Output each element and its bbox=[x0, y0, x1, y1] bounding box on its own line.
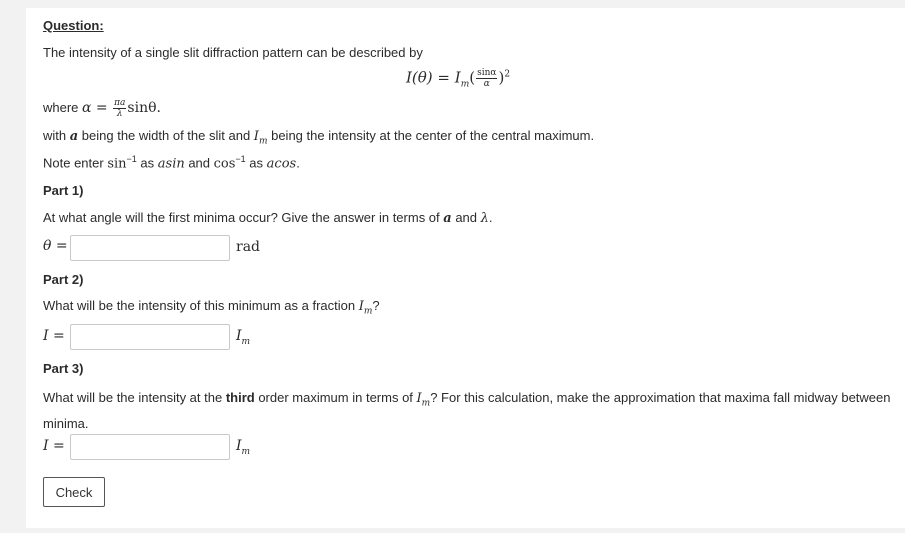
intensity-formula bbox=[406, 68, 510, 90]
part1-q-text-2: and bbox=[451, 210, 481, 225]
with-text-3: being the intensity at the center of the central maximum. bbox=[267, 128, 595, 143]
part3-q-text-3: ? For this calculation, make the approximation that maxima fall midway between minima. bbox=[43, 390, 891, 431]
note-cos: cos bbox=[213, 156, 236, 172]
note-acos: acos bbox=[266, 156, 297, 172]
part3-unit bbox=[236, 438, 250, 457]
with-text-1: with bbox=[43, 128, 70, 143]
formula-close-paren: ) bbox=[498, 68, 505, 87]
note-sin: sin bbox=[107, 156, 127, 172]
with-Im-sub: m bbox=[258, 136, 268, 147]
where-prefix: where bbox=[43, 99, 83, 115]
part2-q-Im-sub: m bbox=[363, 306, 373, 317]
part1-q-text-1: At what angle will the first minima occur? Give the answer in terms of bbox=[43, 210, 444, 225]
part3-unit-I: I bbox=[236, 438, 242, 454]
note-text-4: as bbox=[245, 155, 267, 171]
part3-unit-sub: m bbox=[241, 446, 251, 457]
question-card bbox=[26, 8, 905, 528]
note-sin-sup: −1 bbox=[126, 154, 137, 164]
part1-question bbox=[43, 210, 493, 226]
where-fraction bbox=[113, 98, 126, 119]
part2-label: I = bbox=[43, 328, 65, 344]
part1-unit: rad bbox=[236, 239, 261, 255]
part2-heading: Part 2) bbox=[43, 272, 84, 287]
formula-lhs-sub: m bbox=[460, 79, 470, 90]
question-heading: Question: bbox=[43, 18, 104, 33]
part1-answer-input[interactable] bbox=[70, 235, 230, 261]
note-cos-sup: −1 bbox=[235, 154, 246, 164]
where-alpha: α = bbox=[82, 99, 113, 116]
part2-question bbox=[43, 298, 380, 317]
part2-answer-input[interactable] bbox=[70, 324, 230, 350]
note-text-3: and bbox=[184, 155, 214, 171]
with-line bbox=[43, 128, 594, 147]
formula-frac-den: α bbox=[483, 79, 490, 89]
part1-heading: Part 1) bbox=[43, 183, 84, 198]
formula-open-paren: ( bbox=[469, 68, 476, 87]
where-frac-den: λ bbox=[116, 109, 123, 119]
part2-unit bbox=[236, 328, 250, 347]
formula-exponent: 2 bbox=[504, 69, 511, 80]
intro-text: The intensity of a single slit diffraction pattern can be described by bbox=[43, 45, 423, 60]
part2-unit-I: I bbox=[236, 328, 242, 344]
check-button[interactable]: Check bbox=[43, 477, 105, 507]
note-asin: asin bbox=[157, 156, 185, 172]
note-text-5: . bbox=[296, 155, 300, 171]
part3-q-text-2: order maximum in terms of bbox=[254, 390, 417, 405]
where-rest: sinθ. bbox=[127, 99, 161, 116]
part3-q-Im-sub: m bbox=[421, 398, 431, 409]
where-line bbox=[43, 98, 161, 119]
part2-q-Im: I bbox=[358, 299, 364, 314]
part2-q-text-1: What will be the intensity of this minimum as a fraction bbox=[43, 298, 359, 313]
formula-lhs: I(θ) = I bbox=[406, 68, 461, 87]
with-text-2: being the width of the slit and bbox=[78, 128, 254, 143]
part2-unit-sub: m bbox=[241, 336, 251, 347]
formula-fraction bbox=[476, 68, 497, 89]
part1-q-lambda: λ bbox=[480, 211, 489, 226]
part3-heading: Part 3) bbox=[43, 361, 84, 376]
part3-q-text-1: What will be the intensity at the bbox=[43, 390, 226, 405]
note-text-2: as bbox=[136, 155, 158, 171]
part3-label: I = bbox=[43, 438, 65, 454]
part3-q-bold: third bbox=[225, 390, 255, 405]
with-Im: I bbox=[253, 129, 259, 144]
part2-q-text-2: ? bbox=[372, 298, 380, 313]
part3-q-Im: I bbox=[416, 391, 422, 406]
where-frac-num: πa bbox=[114, 98, 126, 108]
note-text-1: Note enter bbox=[43, 155, 108, 171]
note-line bbox=[43, 154, 300, 171]
part1-label: θ = bbox=[43, 238, 68, 254]
with-a: a bbox=[69, 129, 79, 144]
formula-frac-num: sinα bbox=[477, 68, 497, 78]
part3-question bbox=[43, 388, 893, 433]
part1-q-text-3: . bbox=[488, 210, 493, 225]
part1-q-a: a bbox=[443, 211, 452, 226]
part3-answer-input[interactable] bbox=[70, 434, 230, 460]
